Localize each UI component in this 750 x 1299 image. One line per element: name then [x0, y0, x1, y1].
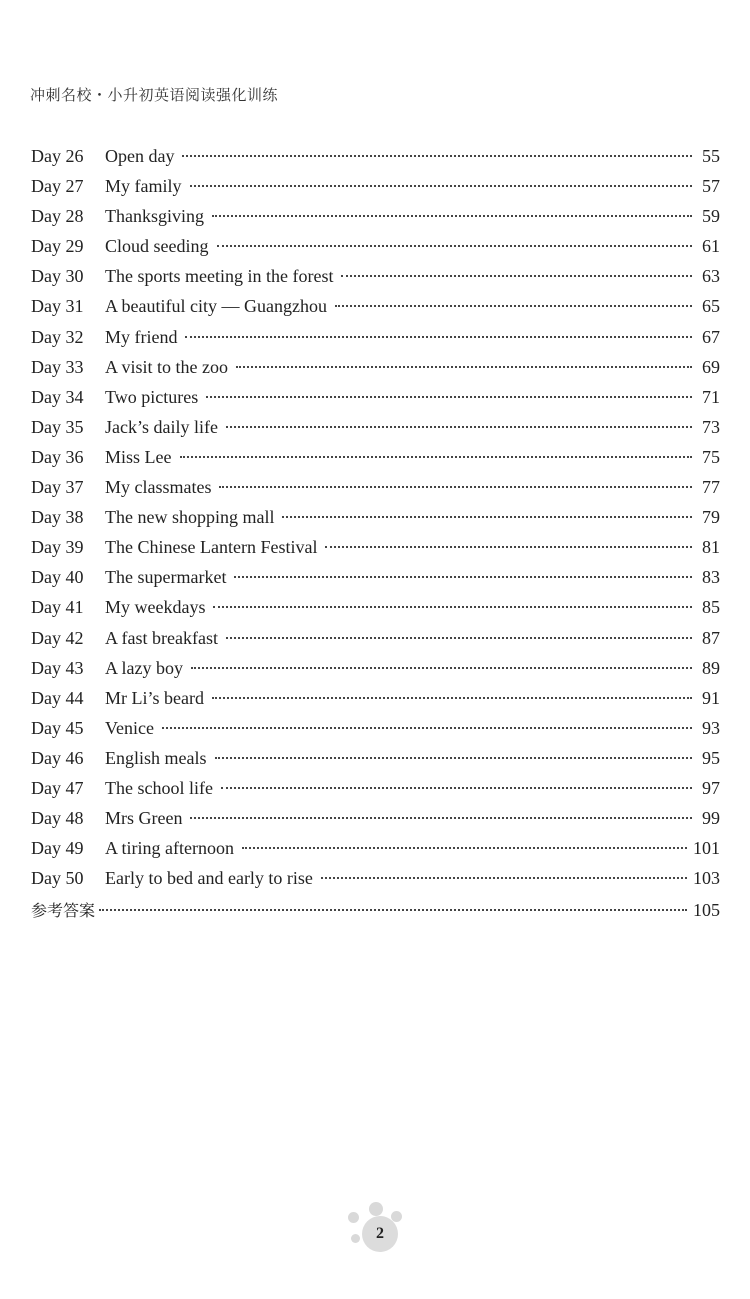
toc-entry-title: Miss Lee — [105, 446, 172, 467]
page-number: 2 — [362, 1216, 398, 1252]
toc-entry-page: 69 — [702, 356, 720, 377]
dot-leader — [335, 304, 692, 307]
dot-leader — [212, 214, 692, 217]
toc-entry-day: Day 30 — [31, 266, 84, 287]
dot-leader — [221, 786, 692, 789]
toc-entry-page: 105 — [693, 900, 720, 921]
toc-entry-title: Two pictures — [105, 386, 199, 407]
dot-leader — [190, 184, 693, 187]
toc-entry[interactable] — [31, 567, 720, 597]
toc-entry-page: 65 — [702, 296, 720, 317]
toc-entry-day: Day 38 — [31, 507, 84, 528]
toc-entry[interactable] — [31, 387, 720, 417]
toc-entry-page: 55 — [702, 146, 720, 166]
toc-entry-title: My weekdays — [105, 597, 206, 618]
toc-entry-page: 59 — [702, 206, 720, 227]
toc-entry-page: 95 — [702, 747, 720, 768]
toc-entry-page: 101 — [693, 838, 720, 859]
running-header: 冲刺名校・小升初英语阅读强化训练 — [30, 86, 279, 104]
toc-entry[interactable] — [31, 537, 720, 567]
toc-entry-day: Day 40 — [31, 567, 84, 588]
toc-entry-page: 75 — [702, 446, 720, 467]
toc-entry-page: 91 — [702, 687, 720, 708]
toc-entry[interactable] — [31, 688, 720, 718]
toc-entry-day: Day 39 — [31, 537, 84, 558]
toc-entry-title: Cloud seeding — [105, 236, 209, 257]
toc-entry-page: 87 — [702, 627, 720, 648]
toc-entry-title: Jack’s daily life — [105, 416, 218, 437]
dot-leader — [226, 636, 692, 639]
toc-entry[interactable] — [31, 628, 720, 658]
toc-entry[interactable] — [31, 778, 720, 808]
toc-entry-title: Open day — [105, 146, 175, 166]
toc-entry-day: Day 34 — [31, 386, 84, 407]
toc-entry-day: Day 41 — [31, 597, 84, 618]
toc-entry-page: 81 — [702, 537, 720, 558]
dot-leader — [234, 575, 692, 578]
toc-entry[interactable] — [31, 447, 720, 477]
toc-entry-title: The new shopping mall — [105, 507, 275, 528]
toc-entry-title: Mrs Green — [105, 808, 183, 829]
toc-entry-title: My family — [105, 176, 182, 197]
toc-entry-page: 83 — [702, 567, 720, 588]
toc-entry-day: Day 43 — [31, 657, 84, 678]
toc-entry-day: Day 37 — [31, 477, 84, 498]
table-of-contents — [31, 146, 720, 928]
toc-entry-title: A tiring afternoon — [105, 838, 234, 859]
toc-entry-title: 参考答案 — [31, 901, 96, 921]
toc-entry[interactable] — [31, 296, 720, 326]
toc-entry-title: The sports meeting in the forest — [105, 266, 334, 287]
dot-leader — [282, 515, 692, 518]
dot-leader — [325, 545, 692, 548]
toc-entry-day: Day 32 — [31, 326, 84, 347]
dot-leader — [182, 154, 692, 157]
toc-entry-day: Day 31 — [31, 296, 84, 317]
paw-toe-icon — [351, 1234, 360, 1243]
dot-leader — [212, 696, 692, 699]
dot-leader — [321, 876, 687, 879]
toc-entry-page: 103 — [693, 868, 720, 889]
toc-entry-answers[interactable] — [31, 898, 720, 928]
toc-entry-day: Day 48 — [31, 808, 84, 829]
dot-leader — [242, 846, 687, 849]
toc-entry[interactable] — [31, 357, 720, 387]
toc-entry-day: Day 46 — [31, 747, 84, 768]
toc-entry-title: Early to bed and early to rise — [105, 868, 313, 889]
toc-entry-title: A beautiful city — Guangzhou — [105, 296, 327, 317]
toc-entry[interactable] — [31, 266, 720, 296]
toc-entry-page: 93 — [702, 717, 720, 738]
toc-entry-title: The supermarket — [105, 567, 227, 588]
toc-entry-page: 73 — [702, 416, 720, 437]
toc-entry[interactable] — [31, 868, 720, 898]
toc-entry-title: My friend — [105, 326, 178, 347]
toc-entry-page: 99 — [702, 808, 720, 829]
dot-leader — [99, 908, 687, 911]
toc-entry[interactable] — [31, 597, 720, 627]
dot-leader — [215, 756, 693, 759]
toc-entry[interactable] — [31, 658, 720, 688]
toc-entry-page: 77 — [702, 477, 720, 498]
paw-toe-icon — [369, 1202, 383, 1216]
toc-entry-page: 89 — [702, 657, 720, 678]
dot-leader — [185, 335, 692, 338]
toc-entry-page: 85 — [702, 597, 720, 618]
toc-entry[interactable] — [31, 838, 720, 868]
dot-leader — [191, 666, 692, 669]
toc-entry-page: 57 — [702, 176, 720, 197]
toc-entry-page: 67 — [702, 326, 720, 347]
toc-entry-title: English meals — [105, 747, 207, 768]
toc-entry-title: The school life — [105, 777, 213, 798]
toc-entry[interactable] — [31, 236, 720, 266]
toc-entry-day: Day 28 — [31, 206, 84, 227]
toc-entry-day: Day 45 — [31, 717, 84, 738]
toc-entry-title: A visit to the zoo — [105, 356, 228, 377]
toc-entry-title: Mr Li’s beard — [105, 687, 204, 708]
toc-entry[interactable] — [31, 718, 720, 748]
toc-entry-day: Day 33 — [31, 356, 84, 377]
toc-entry-page: 79 — [702, 507, 720, 528]
toc-entry-page: 63 — [702, 266, 720, 287]
toc-entry-title: A lazy boy — [105, 657, 183, 678]
toc-entry-title: My classmates — [105, 477, 212, 498]
toc-entry-title: The Chinese Lantern Festival — [105, 537, 318, 558]
toc-entry-day: Day 27 — [31, 176, 84, 197]
toc-entry[interactable] — [31, 507, 720, 537]
toc-entry[interactable] — [31, 808, 720, 838]
dot-leader — [341, 274, 692, 277]
dot-leader — [219, 485, 692, 488]
toc-entry-day: Day 36 — [31, 446, 84, 467]
toc-entry-title: Venice — [105, 717, 154, 738]
dot-leader — [213, 605, 692, 608]
toc-entry-page: 97 — [702, 777, 720, 798]
toc-entry-day: Day 42 — [31, 627, 84, 648]
toc-entry-day: Day 47 — [31, 777, 84, 798]
dot-leader — [226, 425, 692, 428]
page-footer — [345, 1198, 405, 1258]
toc-entry-page: 61 — [702, 236, 720, 257]
toc-entry[interactable] — [31, 146, 720, 176]
toc-entry[interactable] — [31, 327, 720, 357]
toc-entry[interactable] — [31, 748, 720, 778]
toc-entry-day: Day 35 — [31, 416, 84, 437]
dot-leader — [206, 395, 692, 398]
toc-entry[interactable] — [31, 417, 720, 447]
toc-entry-day: Day 49 — [31, 838, 84, 859]
toc-entry-page: 71 — [702, 386, 720, 407]
dot-leader — [180, 455, 693, 458]
paw-print-icon — [348, 1212, 359, 1223]
toc-entry-day: Day 26 — [31, 146, 84, 166]
dot-leader — [162, 726, 692, 729]
toc-entry[interactable] — [31, 176, 720, 206]
toc-entry[interactable] — [31, 206, 720, 236]
toc-entry-day: Day 29 — [31, 236, 84, 257]
toc-entry-day: Day 44 — [31, 687, 84, 708]
dot-leader — [236, 365, 692, 368]
toc-entry-title: Thanksgiving — [105, 206, 204, 227]
toc-entry-day: Day 50 — [31, 868, 84, 889]
toc-entry[interactable] — [31, 477, 720, 507]
toc-entry-title: A fast breakfast — [105, 627, 218, 648]
dot-leader — [190, 816, 692, 819]
dot-leader — [217, 244, 693, 247]
